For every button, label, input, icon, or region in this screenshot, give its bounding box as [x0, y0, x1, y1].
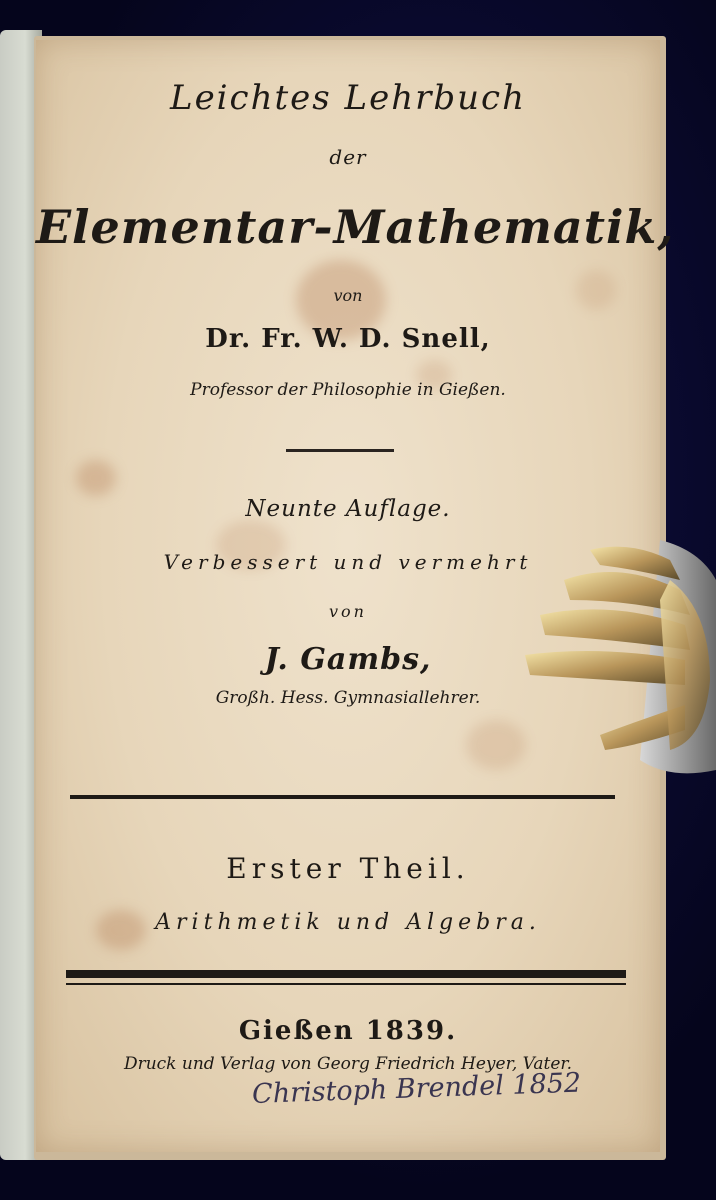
brass-hand-bookmark-icon	[520, 520, 716, 780]
book-title-line1: Leichtes Lehrbuch	[169, 78, 526, 118]
part-label: Erster Theil.	[226, 852, 470, 885]
author-name: Dr. Fr. W. D. Snell,	[205, 324, 491, 354]
short-divider	[286, 449, 394, 452]
revision-note: Verbessert und vermehrt	[163, 550, 533, 574]
subject-label: Arithmetik und Algebra.	[155, 910, 541, 935]
handwritten-signature: Christoph Brendel 1852	[251, 1067, 582, 1110]
by-label: von	[333, 286, 363, 305]
editor-name: J. Gambs,	[264, 642, 432, 677]
double-rule-thin	[66, 983, 626, 985]
book-title-main: Elementar-Mathematik,	[36, 200, 675, 254]
foxing-stain	[76, 460, 116, 496]
edition-label: Neunte Auflage.	[245, 496, 451, 522]
printer-imprint: Druck und Verlag von Georg Friedrich Heyer, Vater.	[123, 1054, 573, 1074]
place-year: Gießen 1839.	[238, 1016, 458, 1046]
author-affiliation: Professor der Philosophie in Gießen.	[190, 380, 506, 400]
double-rule-thick	[66, 970, 626, 978]
editor-role: Großh. Hess. Gymnasiallehrer.	[215, 688, 481, 708]
book-title-article: der	[329, 145, 367, 169]
by-label-editor: von	[329, 602, 367, 621]
section-divider	[70, 795, 615, 799]
foxing-stain	[466, 720, 526, 770]
